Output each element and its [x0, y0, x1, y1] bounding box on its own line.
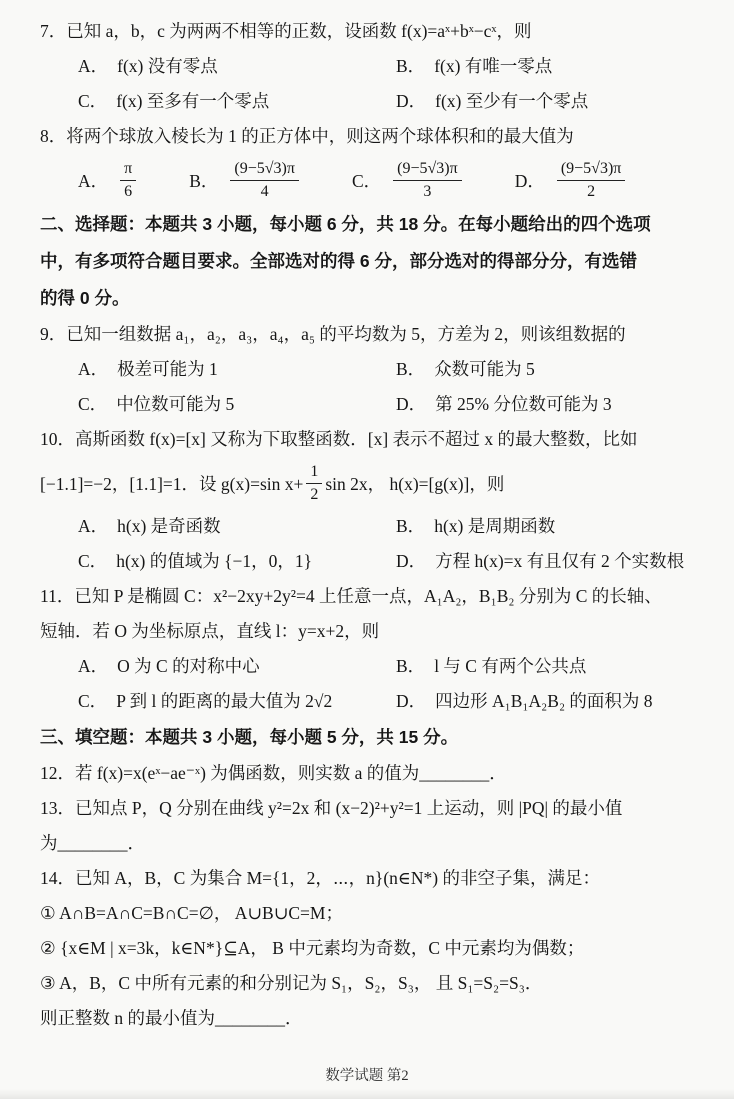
option-c — [352, 160, 465, 201]
option-label: A． — [78, 656, 109, 676]
question-10-options — [78, 509, 700, 579]
option-text: P 到 l 的距离的最大值为 2√2 — [116, 691, 333, 711]
question-8 — [40, 119, 700, 206]
option-text: f(x) 有唯一零点 — [434, 56, 553, 76]
option-b — [396, 509, 700, 544]
option-c — [78, 544, 396, 579]
option-c — [78, 84, 396, 119]
option-label: A． — [78, 170, 109, 191]
option-label: D． — [396, 551, 427, 571]
option-d — [396, 84, 700, 119]
fraction — [230, 160, 299, 201]
page-footer: 数学试题 第2 — [325, 1068, 409, 1084]
question-11 — [40, 579, 700, 719]
option-label: A． — [78, 56, 109, 76]
option-d — [396, 684, 700, 719]
option-text: f(x) 没有零点 — [117, 56, 218, 76]
option-a — [78, 352, 396, 387]
section-header-line: 的得 0 分。 — [40, 288, 130, 308]
option-a — [78, 509, 396, 544]
question-8-stem: 8．将两个球放入棱长为 1 的正方体中，则这两个球体积和的最大值为 — [40, 126, 574, 146]
question-11-options — [78, 649, 700, 719]
option-label: D． — [396, 91, 427, 111]
stem-text: sin 2x， h(x)=[g(x)]，则 — [325, 473, 505, 494]
stem-text: [−1.1]=−2，[1.1]=1．设 g(x)=sin x+ — [40, 473, 304, 494]
question-10-stem-line-1: 10．高斯函数 f(x)=[x] 又称为下取整函数．[x] 表示不超过 x 的最大整数，比如 — [40, 429, 638, 449]
question-11-stem-line-2: 短轴．若 O 为坐标原点，直线 l：y=x+2，则 — [40, 621, 380, 641]
option-text: 第 25% 分位数可能为 3 — [435, 394, 612, 414]
option-text: f(x) 至少有一个零点 — [435, 91, 589, 111]
fraction-numerator: (9−5√3)π — [560, 159, 622, 177]
question-9-stem: 9．已知一组数据 a₁，a₂，a₃，a₄，a₅ 的平均数为 5，方差为 2，则该组数据的 — [40, 324, 626, 344]
option-label: A． — [78, 359, 109, 379]
fraction-numerator: (9−5√3)π — [234, 159, 295, 177]
option-text: f(x) 至多有一个零点 — [116, 91, 270, 111]
option-a — [78, 49, 396, 84]
option-text: 中位数可能为 5 — [116, 394, 235, 414]
option-text: 极差可能为 1 — [117, 359, 218, 379]
fraction-numerator: π — [124, 159, 133, 177]
fraction-denominator: 3 — [393, 180, 462, 201]
question-14-condition-1: ① A∩B=A∩C=B∩C=∅， A∪B∪C=M； — [40, 903, 343, 923]
option-a — [78, 160, 139, 201]
question-14-condition-3: ③ A，B，C 中所有元素的和分别记为 S₁，S₂，S₃， 且 S₁=S₂=S₃． — [40, 973, 543, 993]
option-label: B． — [396, 359, 426, 379]
section-3-header — [40, 719, 700, 756]
option-label: B． — [396, 516, 426, 536]
question-9-options — [78, 352, 700, 422]
option-text: h(x) 是奇函数 — [117, 516, 221, 536]
option-text: l 与 C 有两个公共点 — [434, 656, 587, 676]
option-c — [78, 387, 396, 422]
question-13-stem-line-2: 为________． — [40, 833, 145, 853]
option-label: D． — [514, 170, 545, 191]
question-14-stem: 14．已知 A，B，C 为集合 M={1，2，⋯，n}(n∈N*) 的非空子集，满足： — [40, 868, 600, 888]
section-header-line: 三、填空题：本题共 3 小题，每小题 5 分，共 15 分。 — [40, 727, 459, 747]
section-2-header — [40, 206, 700, 317]
question-7-stem: 7．已知 a，b，c 为两两不相等的正数，设函数 f(x)=aˣ+bˣ−cˣ，则 — [40, 21, 532, 41]
option-d — [515, 160, 629, 201]
question-10-stem-line-2 — [40, 457, 700, 509]
option-label: A． — [78, 516, 109, 536]
option-text: h(x) 是周期函数 — [434, 516, 556, 536]
option-b — [396, 352, 700, 387]
option-c — [78, 684, 396, 719]
fraction-numerator: 1 — [310, 462, 319, 480]
question-14-final-line: 则正整数 n 的最小值为________． — [40, 1008, 303, 1028]
question-7 — [40, 14, 700, 119]
option-label: D． — [396, 691, 427, 711]
fraction-denominator: 2 — [306, 483, 322, 504]
option-text: h(x) 的值域为 {−1，0，1} — [116, 551, 313, 571]
option-d — [396, 387, 700, 422]
question-7-options — [78, 49, 700, 119]
question-10 — [40, 422, 700, 579]
fraction — [306, 463, 322, 504]
option-text: O 为 C 的对称中心 — [117, 656, 260, 676]
option-a — [78, 649, 396, 684]
question-11-stem-line-1: 11．已知 P 是椭圆 C：x²−2xy+2y²=4 上任意一点，A₁A₂，B₁B₂ 分别为 C 的长轴、 — [40, 586, 662, 606]
question-14-condition-2: ② {x∈M | x=3k，k∈N*}⊆A， B 中元素均为奇数，C 中元素均为偶数； — [40, 938, 585, 958]
option-label: C． — [351, 170, 382, 191]
section-header-line: 中，有多项符合题目要求。全部选对的得 6 分，部分选对的得部分分，有选错 — [40, 251, 637, 271]
question-14 — [40, 861, 700, 1036]
option-text: 四边形 A₁B₁A₂B₂ 的面积为 8 — [435, 691, 653, 711]
option-label: C． — [78, 691, 108, 711]
option-label: C． — [78, 551, 108, 571]
question-9 — [40, 317, 700, 422]
option-label: B． — [396, 656, 426, 676]
question-13 — [40, 791, 700, 861]
fraction — [120, 160, 136, 201]
option-label: C． — [78, 394, 108, 414]
option-text: 方程 h(x)=x 有且仅有 2 个实数根 — [435, 551, 685, 571]
question-12-stem: 12．若 f(x)=x(eˣ−ae⁻ˣ) 为偶函数，则实数 a 的值为________． — [40, 763, 507, 783]
option-text: 众数可能为 5 — [434, 359, 535, 379]
fraction-numerator: (9−5√3)π — [397, 159, 458, 177]
option-b — [396, 649, 700, 684]
fraction — [557, 160, 626, 201]
question-12 — [40, 756, 700, 791]
option-label: C． — [78, 91, 108, 111]
option-label: B． — [189, 170, 219, 191]
option-d — [396, 544, 700, 579]
fraction-denominator: 4 — [230, 180, 299, 201]
fraction-denominator: 2 — [557, 180, 626, 201]
fraction-denominator: 6 — [120, 180, 136, 201]
option-b — [396, 49, 700, 84]
fraction — [393, 160, 462, 201]
section-header-line: 二、选择题：本题共 3 小题，每小题 6 分，共 18 分。在每小题给出的四个选项 — [40, 214, 651, 234]
option-b — [189, 160, 302, 201]
question-13-stem-line-1: 13．已知点 P，Q 分别在曲线 y²=2x 和 (x−2)²+y²=1 上运动，则 |PQ| 的最小值 — [40, 798, 623, 818]
option-label: D． — [396, 394, 427, 414]
option-label: B． — [396, 56, 426, 76]
question-8-options — [78, 154, 700, 206]
